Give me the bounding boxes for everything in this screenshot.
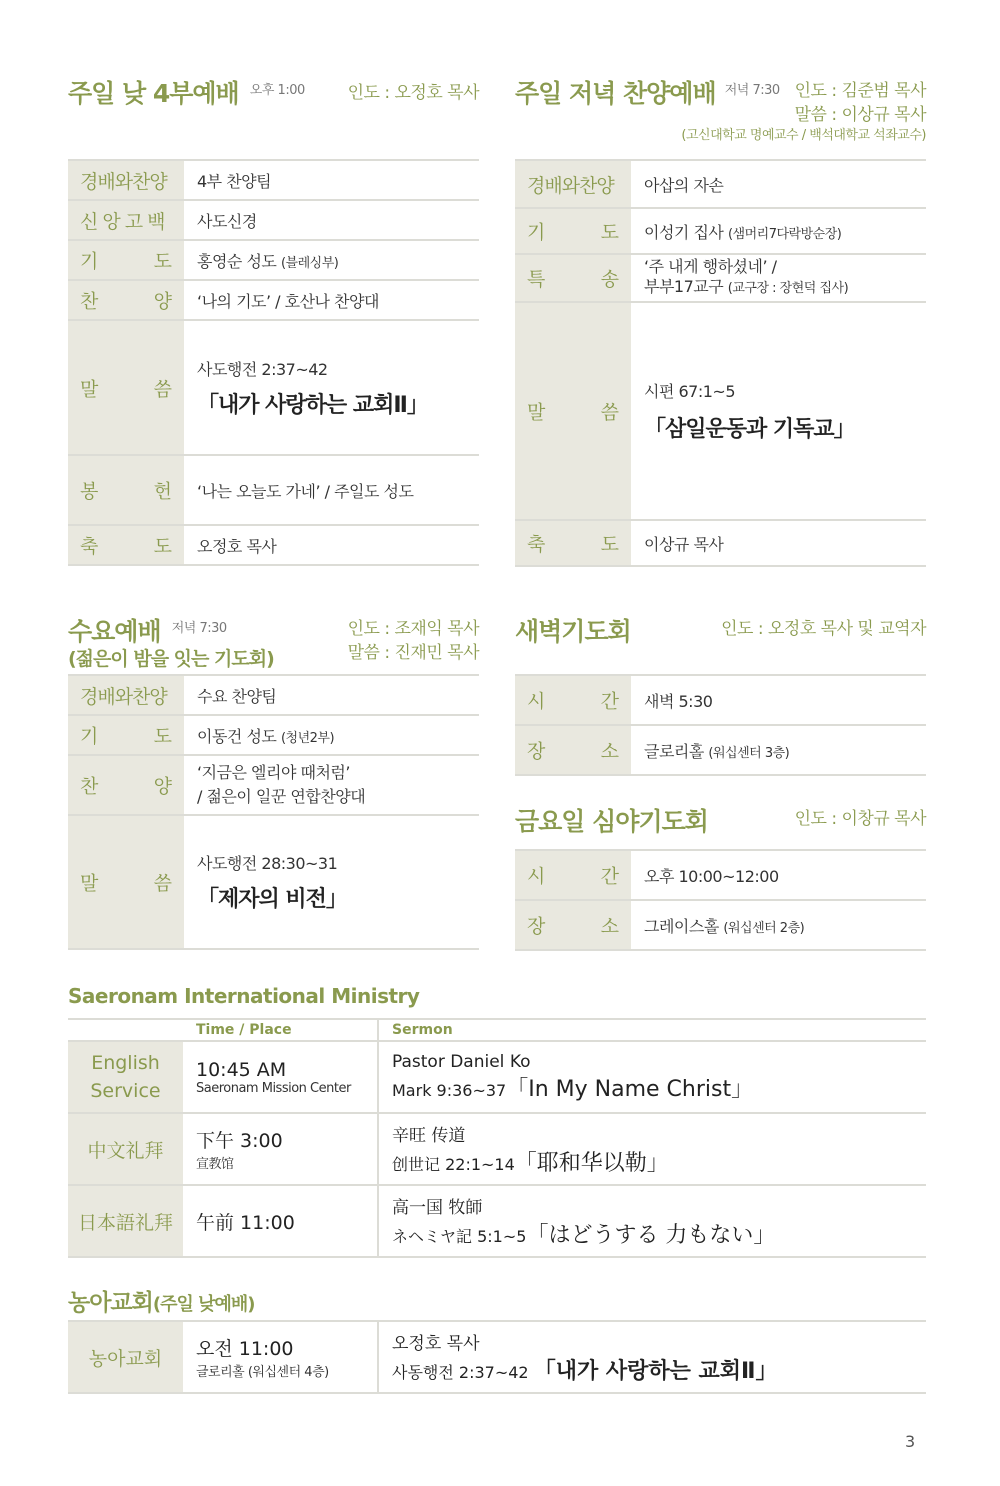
row-label: 양 (153, 290, 172, 313)
table-row (515, 900, 926, 950)
deaf-table (68, 1320, 926, 1394)
row-label: 찬 (80, 290, 99, 313)
table-header-row (68, 1019, 926, 1041)
row-note: (청년2부) (280, 730, 335, 746)
sunday-evening-table (515, 159, 926, 567)
table-row (68, 1321, 926, 1393)
speaker: 高一国 牧師 (392, 1198, 483, 1218)
sermon-title: 「はどうする 力もない」 (526, 1223, 776, 1248)
row-label: 말 (80, 378, 99, 400)
row-label: 소 (600, 740, 619, 763)
table-row (515, 302, 926, 520)
row-label: 간 (600, 690, 619, 713)
service-place: 宣教馆 (196, 1157, 234, 1172)
row-value: ‘지금은 엘리야 때처럼’ (197, 763, 350, 782)
dawn-title: 새벽기도회 (515, 617, 631, 646)
table-row (68, 455, 479, 525)
row-label: 도 (153, 725, 172, 748)
sermon-reference: 사도행전 28:30~31 (197, 854, 338, 873)
friday-header (515, 802, 926, 842)
row-label: 도 (153, 250, 172, 273)
speaker: 辛旺 传道 (392, 1126, 466, 1146)
row-note: (교구장 : 장현덕 집사) (727, 281, 849, 296)
row-label: 말 (527, 401, 546, 424)
sunday4-leader: 인도 : 오정호 목사 (347, 83, 479, 103)
row-label: 기 (80, 725, 99, 748)
column-header-time-place: Time / Place (183, 1019, 378, 1041)
international-title: Saeronam International Ministry (68, 984, 420, 1008)
table-row (68, 160, 479, 200)
sermon-reference: 시편 67:1~5 (644, 382, 736, 401)
sunday4-header (68, 74, 479, 114)
deaf-title: 농아교회 (68, 1290, 153, 1316)
row-value: 그레이스홀 (644, 916, 719, 936)
row-value: ‘나는 오늘도 가네’ / 주일도 성도 (197, 481, 414, 501)
wednesday-preacher: 말씀 : 진재민 목사 (347, 643, 479, 663)
sermon-title: 「제자의 비전」 (197, 887, 347, 912)
row-label: 씀 (153, 872, 172, 895)
row-value: 홍영순 성도 (197, 251, 277, 271)
service-place: Saeronam Mission Center (196, 1080, 351, 1096)
table-row (68, 1185, 926, 1257)
table-row (68, 320, 479, 455)
table-row (68, 815, 479, 949)
row-label: 간 (600, 865, 619, 888)
sunday-evening-header (515, 74, 926, 144)
table-row (68, 1041, 926, 1113)
service-time: 오전 11:00 (196, 1338, 294, 1360)
row-label: 장 (527, 740, 546, 763)
dawn-leader: 인도 : 오정호 목사 및 교역자 (721, 619, 926, 639)
dawn-header (515, 612, 926, 652)
row-value: 글로리홀 (644, 741, 704, 761)
row-label: 신 앙 고 백 (80, 210, 165, 233)
deaf-title-note: (주일 낮예배) (152, 1294, 255, 1315)
sermon-title: 「삼일운동과 기독교」 (644, 417, 855, 442)
sermon-reference: Mark 9:36~37 (392, 1080, 507, 1100)
table-row (68, 675, 479, 715)
table-row (515, 254, 926, 302)
row-value: 4부 찬양팀 (197, 171, 272, 191)
sermon-reference: 사동행전 2:37~42 (392, 1363, 529, 1382)
table-row (515, 520, 926, 566)
sunday-evening-preacher-note: (고신대학교 명예교수 / 백석대학교 석좌교수) (681, 128, 926, 143)
sermon-reference: 사도행전 2:37~42 (197, 359, 328, 379)
sunday-evening-leader: 인도 : 김준범 목사 (794, 81, 926, 101)
table-row (515, 850, 926, 900)
table-row (68, 280, 479, 320)
row-label: 기 (80, 250, 99, 273)
row-note: (샘머리7다락방순장) (727, 226, 842, 242)
row-label: 헌 (153, 480, 172, 503)
sermon-reference: ネヘミヤ記 5:1~5 (392, 1227, 527, 1246)
row-label: 경배와찬양 (80, 170, 167, 193)
wednesday-title: 수요예배 (68, 617, 161, 646)
row-label: 찬 (80, 775, 99, 798)
row-label: 씀 (600, 401, 619, 424)
sunday-evening-title: 주일 저녁 찬양예배 (515, 79, 716, 108)
table-row (68, 1113, 926, 1185)
wednesday-table (68, 674, 479, 950)
table-row (68, 240, 479, 280)
page-number: 3 (905, 1432, 916, 1451)
table-row (515, 675, 926, 725)
row-label: 씀 (153, 378, 172, 400)
table-row (515, 725, 926, 775)
table-row (68, 200, 479, 240)
service-label: Service (90, 1080, 161, 1102)
sermon-title: 「내가 사랑하는 교회Ⅱ」 (197, 392, 428, 418)
row-value: 오후 10:00~12:00 (644, 866, 779, 886)
wednesday-subtitle: (젊은이 밤을 잇는 기도회) (68, 648, 274, 670)
row-label: 송 (600, 268, 619, 291)
service-time: 10:45 AM (196, 1058, 287, 1081)
sermon-title: 「In My Name Christ」 (506, 1076, 754, 1102)
row-value: 이성기 집사 (644, 222, 724, 242)
sunday-evening-preacher: 말씀 : 이상규 목사 (794, 105, 926, 125)
sunday-evening-time: 저녁 7:30 (724, 83, 780, 98)
table-row (515, 160, 926, 208)
friday-title: 금요일 심야기도회 (515, 807, 708, 836)
row-value: 사도신경 (197, 211, 257, 231)
row-label: 도 (600, 221, 619, 244)
row-label: 양 (153, 775, 172, 798)
row-label: 시 (527, 690, 546, 713)
table-row (515, 208, 926, 254)
service-time: 午前 11:00 (196, 1211, 295, 1234)
row-value: 수요 찬양팀 (197, 686, 277, 706)
friday-leader: 인도 : 이창규 목사 (794, 809, 926, 829)
service-label: 농아교회 (68, 1321, 183, 1393)
table-row (68, 755, 479, 815)
row-value: ‘주 내게 행하셨네’ / (644, 257, 777, 276)
table-row (68, 525, 479, 565)
row-note: (워십센터 3층) (708, 745, 790, 761)
row-label: 경배와찬양 (80, 685, 167, 708)
speaker: Pastor Daniel Ko (392, 1051, 531, 1072)
sunday4-table (68, 159, 479, 566)
deaf-header (68, 1284, 255, 1317)
sermon-title: 「내가 사랑하는 교회Ⅱ」 (533, 1359, 778, 1384)
row-value: / 젊은이 일꾼 연합찬양대 (197, 787, 366, 806)
row-label: 시 (527, 865, 546, 888)
row-label: 축 (527, 533, 546, 556)
wednesday-time: 저녁 7:30 (171, 621, 227, 636)
row-label: 봉 (80, 480, 99, 503)
sunday4-time: 오후 1:00 (249, 83, 305, 98)
wednesday-leader: 인도 : 조재익 목사 (347, 619, 479, 639)
sermon-title: 「耶和华以勒」 (514, 1151, 669, 1176)
row-label: 말 (80, 872, 99, 895)
row-label: 축 (80, 535, 99, 558)
column-header-sermon: Sermon (392, 1022, 453, 1038)
service-time: 下午 3:00 (196, 1130, 283, 1152)
row-label: 장 (527, 915, 546, 938)
sermon-reference: 创世记 22:1~14 (392, 1155, 515, 1174)
table-row (68, 715, 479, 755)
row-label: 특 (527, 268, 546, 291)
row-value: 부부17교구 (644, 277, 724, 296)
international-table (68, 1018, 926, 1258)
row-value: 아삽의 자손 (644, 175, 724, 195)
row-label: 소 (600, 915, 619, 938)
row-value: ‘나의 기도’ / 호산나 찬양대 (197, 291, 379, 311)
row-value: 이상규 목사 (644, 534, 724, 554)
row-note: (워십센터 2층) (723, 920, 805, 936)
service-label: 日本語礼拜 (68, 1185, 183, 1257)
service-place: 글로리홀 (워십센터 4층) (196, 1365, 329, 1380)
sunday4-title: 주일 낮 4부예배 (68, 79, 239, 108)
dawn-table (515, 674, 926, 776)
service-label: English (91, 1052, 160, 1074)
row-value: 이동건 성도 (197, 726, 277, 746)
row-label: 기 (527, 221, 546, 244)
row-note: (블레싱부) (280, 255, 339, 271)
wednesday-header (68, 612, 479, 668)
friday-table (515, 849, 926, 951)
speaker: 오정호 목사 (392, 1334, 480, 1354)
row-label: 도 (153, 535, 172, 558)
row-value: 새벽 5:30 (644, 691, 713, 711)
service-label: 中文礼拜 (68, 1113, 183, 1185)
row-value: 오정호 목사 (197, 536, 277, 556)
row-label: 도 (600, 533, 619, 556)
row-label: 경배와찬양 (527, 174, 614, 197)
